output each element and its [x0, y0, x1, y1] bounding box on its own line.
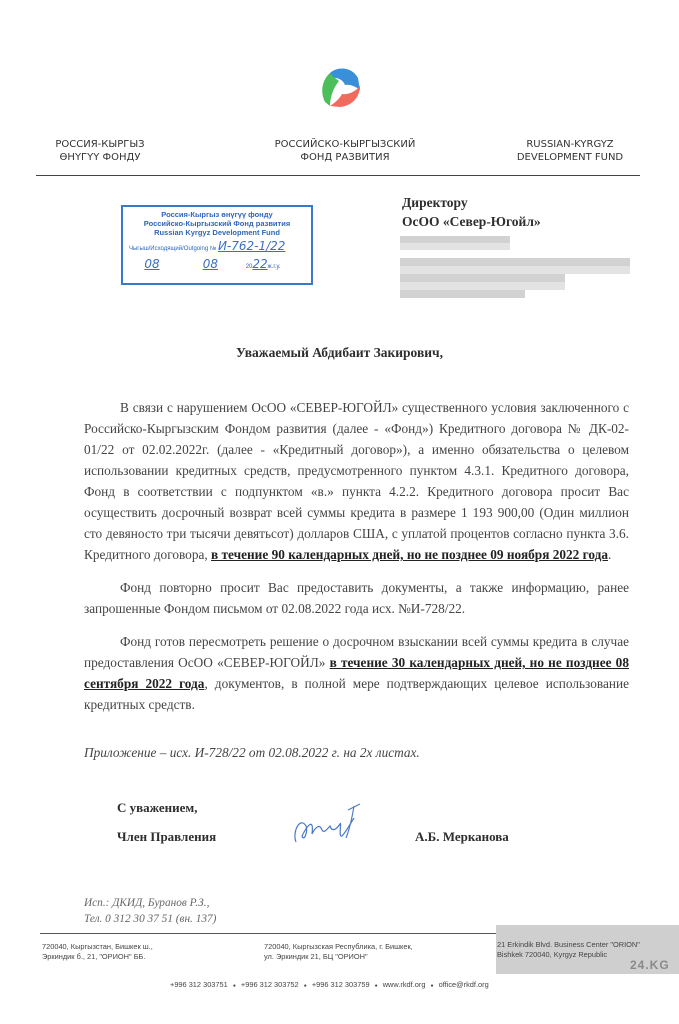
watermark-text: 24.KG [630, 958, 670, 972]
stamp-outgoing-label: Чыгыш/Исходящий/Outgoing № [129, 246, 217, 252]
letterhead-right-line1: RUSSIAN-KYRGYZ [526, 139, 614, 150]
footer-phone-2: +996 312 303752 [240, 980, 299, 989]
stamp-line-en: Russian Kyrgyz Development Fund [154, 228, 280, 237]
footer-address-en-line2: Bishkek 720040, Kyrgyz Republic [497, 949, 608, 959]
letterhead-divider [36, 175, 640, 176]
letterhead-center [240, 138, 450, 164]
stamp-year-unit: ж.г.у. [267, 264, 281, 270]
body-paragraph-3 [84, 631, 629, 715]
stamp-year-prefix: 20 [245, 264, 253, 270]
executor-info [84, 895, 216, 927]
addressee-company: ОсОО «Север-Югойл» [402, 214, 541, 229]
footer-address-ru-line1: 720040, Кыргызская Республика, г. Бишкек, [264, 942, 413, 951]
annex-note: Приложение – исх. И-728/22 от 02.08.2022 г. на 2х листах. [84, 745, 420, 760]
letterhead-center-line2: ФОНД РАЗВИТИЯ [300, 152, 390, 163]
bullet-icon: ● [430, 983, 434, 989]
redacted-addressee-address [400, 258, 630, 306]
closing: С уважением, [117, 800, 198, 815]
footer-phone-1: +996 312 303751 [170, 980, 228, 989]
footer-address-ru [264, 942, 413, 961]
redacted-addressee-name [400, 236, 510, 250]
footer-phone-3: +996 312 303759 [311, 980, 370, 989]
addressee-title: Директору [402, 195, 468, 210]
bullet-icon: ● [303, 983, 307, 989]
executor-phone: Тел. 0 312 30 37 51 (вн. 137) [84, 913, 217, 925]
paragraph-1-text: В связи с нарушением ОсОО «СЕВЕР-ЮГОЙЛ» существенного условия заключенного с Российско-Кыргызским Фондом развития (далее - «Фонд») Кредитного договора № ДК-02-01/22 от 02.02.2022г. (далее - «Кредитный договор»), а именно обязательства о целевом использовании кредитных средств, предусмотренного пунктом 4.3.1. Кредитного договора, Фонд в соответствии с подпунктом «в.» пункта 4.2.2. Кредитного договора просит Вас осуществить досрочный возврат всей суммы кредита в размере 1 193 900,00 (Один миллион сто девяносто три тысячи девятьсот) долларов США, с уплатой процентов согласно пункта 3.6. Кредитного договора, [84, 400, 629, 562]
paragraph-1-deadline: в течение 90 календарных дней, но не позднее 09 ноября 2022 года [211, 547, 608, 562]
bullet-icon: ● [232, 983, 236, 989]
handwritten-signature [288, 798, 368, 848]
body-paragraph-1 [84, 397, 629, 565]
stamp-day: 08 [144, 257, 160, 271]
outgoing-stamp [121, 205, 313, 285]
footer-address-en-line1: 21 Erkindik Blvd. Business Center "ORION" [497, 940, 640, 949]
letterhead-left-line2: ӨНҮГҮҮ ФОНДУ [59, 152, 141, 163]
bullet-icon: ● [374, 983, 378, 989]
paragraph-2-text: Фонд повторно просит Вас предоставить документы, а также информацию, ранее запрошенные Фондом письмом от 02.08.2022 года исх. №И-728/22. [84, 580, 629, 616]
stamp-line-ky: Россия-Кыргыз өнүгүү фонду [161, 210, 273, 219]
paragraph-1-end: . [607, 547, 612, 562]
footer-website-link[interactable]: www.rkdf.org [382, 980, 426, 989]
footer-address-ru-line2: ул. Эркиндик 21, БЦ "ОРИОН" [264, 951, 368, 961]
stamp-year-suffix: 22 [252, 257, 268, 271]
body-paragraph-2 [84, 577, 629, 619]
signatory-name: А.Б. Мерканова [415, 829, 509, 844]
paragraph-3-text: Фонд готов пересмотреть решение о досрочном взыскании всей суммы кредита в случае предоставления ОсОО «СЕВЕР-ЮГОЙЛ» [84, 634, 629, 670]
paragraph-3-deadline: в течение 30 календарных дней, но не позднее 08 сентября 2022 года [84, 655, 629, 691]
footer-address-ky [42, 942, 153, 961]
letterhead-right [495, 138, 645, 164]
addressee [402, 193, 541, 231]
letterhead-left-line1: РОССИЯ-КЫРГЫЗ [55, 139, 145, 150]
executor-name: Исп.: ДКИД, Буранов Р.З., [84, 897, 210, 909]
fund-logo [318, 64, 364, 110]
paragraph-3-end: , документов, в полной мере подтверждающих целевое использование кредитных средств. [84, 676, 629, 712]
footer-address-ky-line1: 720040, Кыргызстан, Бишкек ш., [42, 942, 153, 951]
footer-address-ky-line2: Эркиндик б., 21, "ОРИОН" ББ. [42, 951, 146, 961]
stamp-outgoing-number: И-762-1/22 [217, 239, 286, 253]
letterhead-right-line2: DEVELOPMENT FUND [516, 152, 624, 163]
footer-address-en [497, 940, 640, 959]
logo-red-segment [330, 86, 360, 107]
letter-body [84, 397, 629, 945]
letterhead-left [30, 138, 170, 164]
footer-email-link[interactable]: office@rkdf.org [438, 980, 489, 989]
stamp-month: 08 [202, 257, 218, 271]
signatory-position: Член Правления [117, 829, 217, 844]
salutation: Уважаемый Абдибаит Закирович, [235, 345, 444, 360]
letter-closing-block [84, 745, 629, 945]
footer-contacts [170, 980, 489, 992]
letterhead-center-line1: РОССИЙСКО-КЫРГЫЗСКИЙ [274, 139, 416, 150]
stamp-line-ru: Российско-Кыргызский Фонд развития [143, 219, 291, 228]
